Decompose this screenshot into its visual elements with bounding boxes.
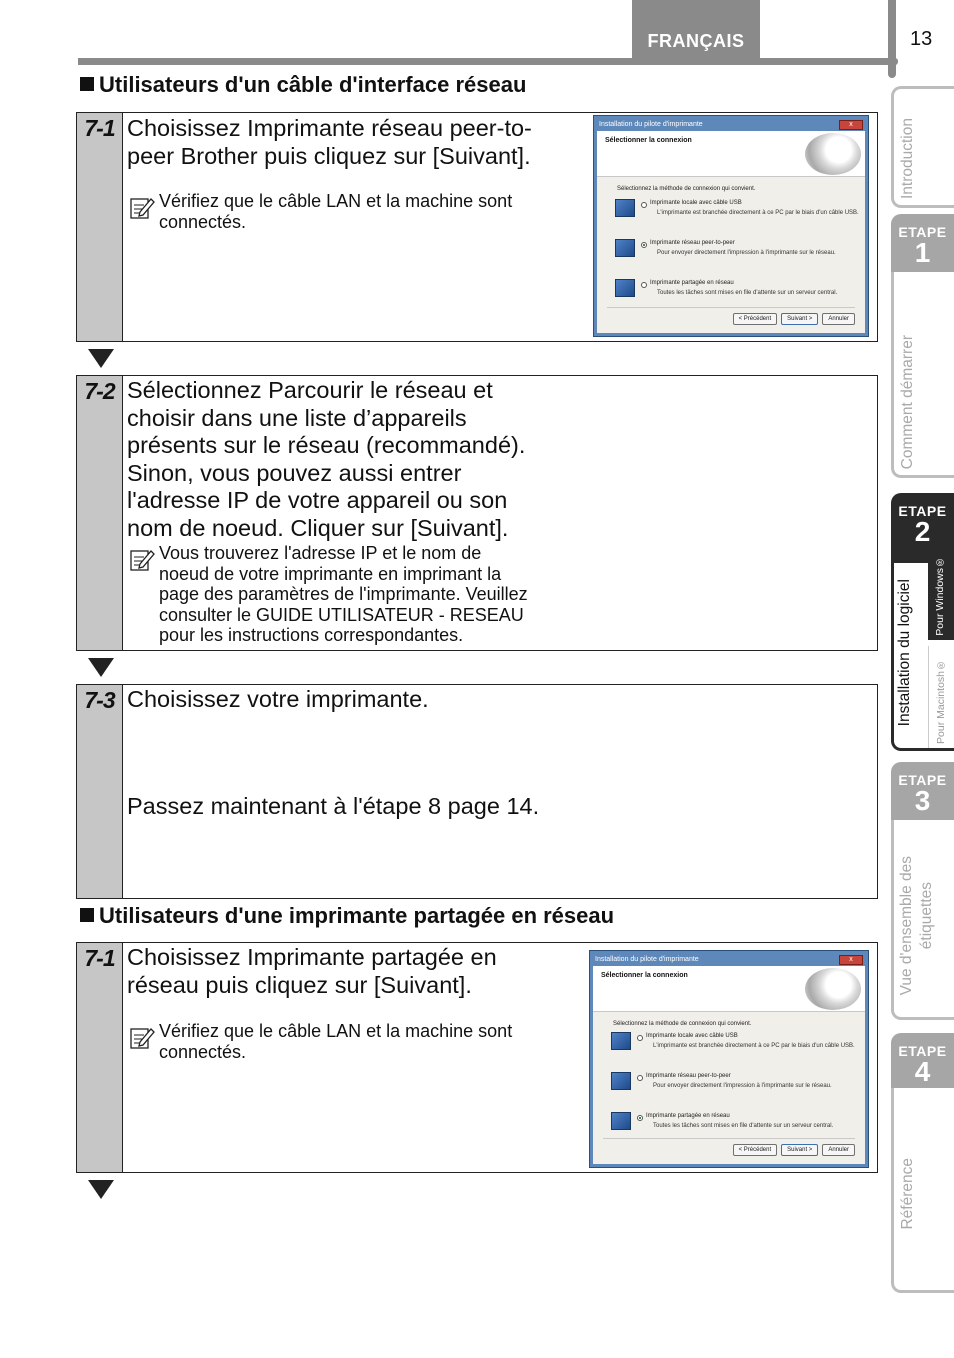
etape-word: ETAPE <box>898 1043 947 1059</box>
step-number-column <box>77 943 123 1172</box>
step-number-column <box>77 685 123 898</box>
option-desc: Toutes les tâches sont mises en file d'attente sur un serveur central. <box>657 290 838 296</box>
note-line: consulter le GUIDE UTILISATEUR - RESEAU <box>159 604 524 625</box>
printer-usb-icon <box>615 199 635 217</box>
down-arrow-icon <box>88 1180 114 1199</box>
option-usb[interactable] <box>611 1032 861 1062</box>
step-box-7-2 <box>76 375 878 651</box>
step-number-column <box>77 376 123 650</box>
note-line: page des paramètres de l'imprimante. Veuillez <box>159 584 528 604</box>
step-note <box>127 191 512 232</box>
dialog-title-bar <box>593 954 865 966</box>
next-button[interactable]: Suivant > <box>781 313 818 325</box>
step-instruction: Choisissez votre imprimante. <box>127 686 429 712</box>
instruction-line: nom de noeud. Cliquer sur [Suivant]. <box>127 514 509 541</box>
sub-tab-macintosh[interactable] <box>928 646 954 748</box>
etape-2-badge[interactable] <box>891 493 954 563</box>
dialog-body <box>597 131 865 333</box>
instruction-line: Choisissez Imprimante réseau peer-to- <box>127 115 532 141</box>
option-peer-to-peer[interactable] <box>611 1072 861 1102</box>
radio-usb[interactable] <box>641 202 647 208</box>
step-number-column <box>77 113 123 341</box>
note-line: connectés. <box>159 1041 247 1062</box>
etape-word: ETAPE <box>898 224 947 240</box>
tab-label: Vue d'ensemble des <box>898 855 915 995</box>
etape-word: ETAPE <box>898 503 947 519</box>
note-line: Vous trouverez l'adresse IP et le nom de <box>159 543 482 563</box>
step-instruction <box>127 944 497 999</box>
sidebar-tab-reference[interactable] <box>891 1088 954 1293</box>
instruction-line: Sinon, vous pouvez aussi entrer <box>127 459 462 486</box>
instruction-line: peer Brother puis cliquez sur [Suivant]. <box>127 142 531 169</box>
back-button[interactable]: < Précédent <box>733 1144 778 1156</box>
instruction-line: présents sur le réseau (recommandé). <box>127 432 526 458</box>
dialog-screenshot-shared <box>589 950 869 1168</box>
section-title: Utilisateurs d'une imprimante partagée en réseau <box>99 903 615 928</box>
tab-label: Installation du logiciel <box>896 578 913 726</box>
instruction-line: Sélectionnez Parcourir le réseau et <box>127 377 493 403</box>
option-desc: L'imprimante est branchée directement à ce PC par le biais d'un câble USB. <box>653 1043 855 1049</box>
section-heading-shared-printer <box>80 903 614 929</box>
radio-peer-to-peer[interactable] <box>637 1075 643 1081</box>
option-usb[interactable] <box>615 199 865 229</box>
sub-tab-label: Pour Windows® <box>934 556 946 636</box>
option-shared[interactable] <box>615 279 865 309</box>
dialog-title-bar <box>597 119 865 131</box>
square-bullet-icon <box>80 908 94 922</box>
tab-label: étiquettes <box>918 881 935 949</box>
step-instruction <box>127 377 525 542</box>
note-line: pour les instructions correspondantes. <box>159 625 464 645</box>
close-icon[interactable]: x <box>839 120 863 130</box>
note-pencil-icon <box>129 194 155 220</box>
dialog-heading: Sélectionner la connexion <box>601 972 688 979</box>
step-note <box>127 543 528 646</box>
etape-number: 3 <box>914 785 931 816</box>
step-number: 7-1 <box>84 945 115 971</box>
note-pencil-icon <box>129 1024 155 1050</box>
next-button[interactable]: Suivant > <box>781 1144 818 1156</box>
back-button[interactable]: < Précédent <box>733 313 778 325</box>
step-number: 7-1 <box>84 115 115 141</box>
option-desc: Pour envoyer directement l'impression à l'imprimante sur le réseau. <box>653 1083 832 1089</box>
step-box-7-3 <box>76 684 878 899</box>
printer-network-icon <box>611 1072 631 1090</box>
option-label: Imprimante partagée en réseau <box>650 280 734 286</box>
dialog-buttons <box>733 1144 855 1156</box>
option-desc: Toutes les tâches sont mises en file d'attente sur un serveur central. <box>653 1123 834 1129</box>
option-label: Imprimante locale avec câble USB <box>646 1033 738 1039</box>
step-number: 7-3 <box>84 687 115 713</box>
note-line: connectés. <box>159 211 247 232</box>
sidebar-tab-introduction[interactable] <box>891 86 954 208</box>
dialog-screenshot-peer-to-peer <box>593 115 869 337</box>
sub-tab-label: Pour Macintosh® <box>935 659 947 744</box>
radio-shared[interactable] <box>641 282 647 288</box>
note-line: Vérifiez que le câble LAN et la machine sont <box>159 191 513 211</box>
tab-label: Introduction <box>899 118 916 199</box>
option-label: Imprimante locale avec câble USB <box>650 200 742 206</box>
note-line: noeud de votre imprimante en imprimant la <box>159 563 502 584</box>
tab-label: Référence <box>899 1158 916 1230</box>
sub-tab-windows[interactable] <box>928 556 954 640</box>
square-bullet-icon <box>80 77 94 91</box>
page-number: 13 <box>910 28 933 50</box>
printer-network-icon <box>615 239 635 257</box>
option-desc: L'imprimante est branchée directement à ce PC par le biais d'un câble USB. <box>657 210 859 216</box>
language-tab <box>632 0 760 58</box>
swirl-logo-icon <box>805 133 861 175</box>
printer-shared-icon <box>615 279 635 297</box>
instruction-line: choisir dans une liste d’appareils <box>127 404 467 431</box>
dialog-heading: Sélectionner la connexion <box>605 137 692 144</box>
instruction-line: Choisissez Imprimante partagée en <box>127 944 497 970</box>
dialog-buttons <box>733 313 855 325</box>
dialog-title: Installation du pilote d'imprimante <box>599 121 703 128</box>
radio-shared[interactable] <box>637 1115 643 1121</box>
down-arrow-icon <box>88 658 114 677</box>
section-heading-network-cable <box>80 72 526 98</box>
option-desc: Pour envoyer directement l'impression à l'imprimante sur le réseau. <box>657 250 836 256</box>
step-number: 7-2 <box>84 378 115 404</box>
tab-label: Comment démarrer <box>899 334 916 469</box>
close-icon[interactable]: x <box>839 955 863 965</box>
etape-number: 1 <box>914 237 931 268</box>
dialog-title: Installation du pilote d'imprimante <box>595 956 699 963</box>
option-label: Imprimante réseau peer-to-peer <box>646 1073 731 1079</box>
radio-usb[interactable] <box>637 1035 643 1041</box>
cancel-button[interactable]: Annuler <box>822 313 855 325</box>
header-vertical-rule <box>888 0 896 78</box>
sidebar-tab-vue-ensemble[interactable] <box>891 820 954 1020</box>
dialog-header <box>597 131 865 177</box>
dialog-body <box>593 966 865 1164</box>
step-instruction <box>127 115 532 170</box>
radio-peer-to-peer[interactable] <box>641 242 647 248</box>
etape-number: 2 <box>914 516 931 547</box>
sidebar-tab-comment-demarrer[interactable] <box>891 272 954 478</box>
header-rule <box>78 58 898 65</box>
option-label: Imprimante partagée en réseau <box>646 1113 730 1119</box>
note-line: Vérifiez que le câble LAN et la machine sont <box>159 1021 513 1041</box>
step-note <box>127 1021 512 1062</box>
option-peer-to-peer[interactable] <box>615 239 865 269</box>
instruction-line: l'adresse IP de votre appareil ou son <box>127 487 508 513</box>
printer-shared-icon <box>611 1112 631 1130</box>
sidebar-tab-installation-logiciel[interactable] <box>891 556 954 751</box>
dialog-separator <box>607 307 855 308</box>
option-label: Imprimante réseau peer-to-peer <box>650 240 735 246</box>
language-label: FRANÇAIS <box>647 31 745 51</box>
dialog-instruction: Sélectionnez la méthode de connexion qui convient. <box>617 186 756 192</box>
etape-word: ETAPE <box>898 772 947 788</box>
instruction-line: réseau puis cliquez sur [Suivant]. <box>127 971 472 998</box>
section-title: Utilisateurs d'un câble d'interface réseau <box>99 72 527 97</box>
dialog-separator <box>603 1138 855 1139</box>
down-arrow-icon <box>88 349 114 368</box>
dialog-header <box>593 966 865 1012</box>
note-pencil-icon <box>129 546 155 572</box>
printer-usb-icon <box>611 1032 631 1050</box>
step-next-instruction: Passez maintenant à l'étape 8 page 14. <box>127 793 540 819</box>
dialog-instruction: Sélectionnez la méthode de connexion qui convient. <box>613 1021 752 1027</box>
cancel-button[interactable]: Annuler <box>822 1144 855 1156</box>
swirl-logo-icon <box>805 968 861 1010</box>
etape-number: 4 <box>914 1056 931 1087</box>
